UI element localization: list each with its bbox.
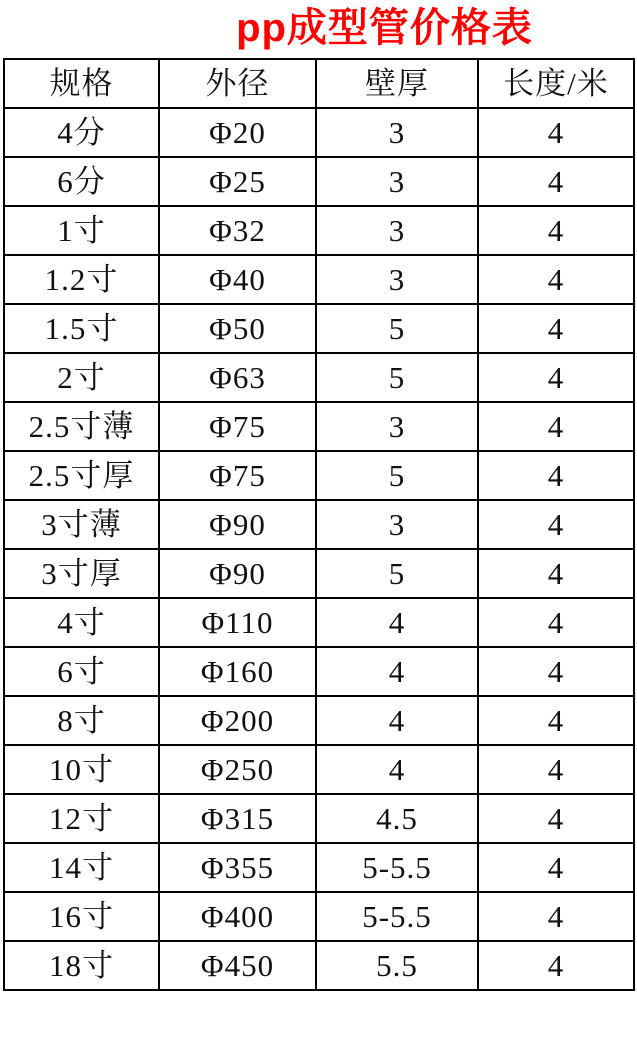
cell-wall-thickness: 5.5 (316, 941, 478, 990)
cell-spec: 1寸 (4, 206, 159, 255)
cell-spec: 8寸 (4, 696, 159, 745)
table-row (4, 451, 634, 500)
cell-outer-diameter: Φ160 (159, 647, 316, 696)
cell-spec: 2.5寸厚 (4, 451, 159, 500)
cell-wall-thickness: 3 (316, 500, 478, 549)
table-row (4, 549, 634, 598)
table-row (4, 402, 634, 451)
table-row (4, 794, 634, 843)
table-row (4, 696, 634, 745)
cell-wall-thickness: 5 (316, 353, 478, 402)
cell-spec: 4寸 (4, 598, 159, 647)
cell-outer-diameter: Φ25 (159, 157, 316, 206)
cell-length-per-meter: 4 (478, 745, 634, 794)
cell-wall-thickness: 5 (316, 549, 478, 598)
col-header-length-per-meter: 长度/米 (478, 59, 634, 108)
table-row (4, 745, 634, 794)
table-row (4, 108, 634, 157)
cell-spec: 1.2寸 (4, 255, 159, 304)
cell-outer-diameter: Φ315 (159, 794, 316, 843)
cell-wall-thickness: 5-5.5 (316, 892, 478, 941)
page-title: pp成型管价格表 (236, 6, 533, 50)
cell-outer-diameter: Φ40 (159, 255, 316, 304)
cell-outer-diameter: Φ110 (159, 598, 316, 647)
cell-spec: 2.5寸薄 (4, 402, 159, 451)
table-row (4, 255, 634, 304)
cell-outer-diameter: Φ90 (159, 500, 316, 549)
cell-length-per-meter: 4 (478, 304, 634, 353)
table-row (4, 206, 634, 255)
table-row (4, 157, 634, 206)
cell-outer-diameter: Φ450 (159, 941, 316, 990)
cell-outer-diameter: Φ50 (159, 304, 316, 353)
table-row (4, 500, 634, 549)
cell-length-per-meter: 4 (478, 451, 634, 500)
cell-length-per-meter: 4 (478, 892, 634, 941)
cell-wall-thickness: 3 (316, 402, 478, 451)
cell-spec: 4分 (4, 108, 159, 157)
cell-spec: 6分 (4, 157, 159, 206)
cell-length-per-meter: 4 (478, 157, 634, 206)
cell-spec: 18寸 (4, 941, 159, 990)
cell-spec: 14寸 (4, 843, 159, 892)
col-header-outer-diameter: 外径 (159, 59, 316, 108)
cell-wall-thickness: 3 (316, 157, 478, 206)
cell-wall-thickness: 5 (316, 304, 478, 353)
cell-length-per-meter: 4 (478, 353, 634, 402)
header-row (4, 59, 634, 108)
cell-length-per-meter: 4 (478, 108, 634, 157)
cell-outer-diameter: Φ20 (159, 108, 316, 157)
cell-wall-thickness: 3 (316, 206, 478, 255)
table-row (4, 304, 634, 353)
cell-length-per-meter: 4 (478, 941, 634, 990)
cell-wall-thickness: 3 (316, 255, 478, 304)
cell-spec: 2寸 (4, 353, 159, 402)
cell-length-per-meter: 4 (478, 549, 634, 598)
cell-wall-thickness: 4.5 (316, 794, 478, 843)
cell-outer-diameter: Φ400 (159, 892, 316, 941)
cell-spec: 6寸 (4, 647, 159, 696)
cell-outer-diameter: Φ90 (159, 549, 316, 598)
cell-length-per-meter: 4 (478, 696, 634, 745)
cell-outer-diameter: Φ355 (159, 843, 316, 892)
col-header-spec: 规格 (4, 59, 159, 108)
cell-length-per-meter: 4 (478, 843, 634, 892)
cell-outer-diameter: Φ32 (159, 206, 316, 255)
cell-outer-diameter: Φ250 (159, 745, 316, 794)
cell-outer-diameter: Φ75 (159, 451, 316, 500)
cell-wall-thickness: 3 (316, 108, 478, 157)
cell-spec: 16寸 (4, 892, 159, 941)
cell-length-per-meter: 4 (478, 598, 634, 647)
cell-length-per-meter: 4 (478, 206, 634, 255)
cell-length-per-meter: 4 (478, 255, 634, 304)
cell-length-per-meter: 4 (478, 402, 634, 451)
cell-wall-thickness: 4 (316, 598, 478, 647)
cell-wall-thickness: 5-5.5 (316, 843, 478, 892)
cell-spec: 10寸 (4, 745, 159, 794)
cell-outer-diameter: Φ200 (159, 696, 316, 745)
table-row (4, 353, 634, 402)
price-table (3, 58, 635, 991)
table-row (4, 892, 634, 941)
cell-spec: 12寸 (4, 794, 159, 843)
col-header-wall-thickness: 壁厚 (316, 59, 478, 108)
table-body (4, 108, 634, 990)
cell-spec: 3寸薄 (4, 500, 159, 549)
cell-wall-thickness: 4 (316, 647, 478, 696)
cell-length-per-meter: 4 (478, 794, 634, 843)
table-row (4, 941, 634, 990)
cell-outer-diameter: Φ75 (159, 402, 316, 451)
cell-spec: 3寸厚 (4, 549, 159, 598)
cell-length-per-meter: 4 (478, 500, 634, 549)
cell-wall-thickness: 4 (316, 745, 478, 794)
cell-length-per-meter: 4 (478, 647, 634, 696)
cell-spec: 1.5寸 (4, 304, 159, 353)
table-row (4, 647, 634, 696)
cell-outer-diameter: Φ63 (159, 353, 316, 402)
cell-wall-thickness: 5 (316, 451, 478, 500)
table-row (4, 598, 634, 647)
cell-wall-thickness: 4 (316, 696, 478, 745)
table-row (4, 843, 634, 892)
